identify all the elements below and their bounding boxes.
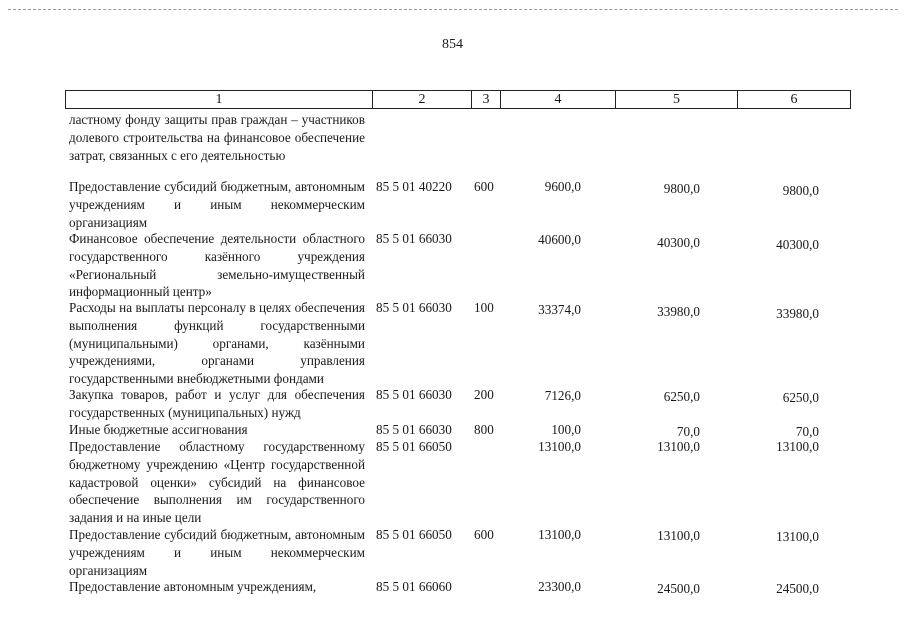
- row-value-col6: 6250,0: [782, 390, 819, 405]
- row-kvr: 600: [474, 179, 494, 194]
- row-code: 85 5 01 66050: [376, 527, 452, 542]
- header-col-4: 4: [501, 91, 616, 108]
- row-value-col5: 40300,0: [657, 235, 700, 250]
- row-value-col5: 9800,0: [663, 181, 700, 196]
- row-value-col5: 24500,0: [657, 581, 700, 596]
- row-code: 85 5 01 66030: [376, 231, 452, 246]
- row-description: Предоставление автономным учреждениям,: [69, 579, 317, 594]
- header-col-1: 1: [66, 91, 373, 108]
- row-value-col4: 9600,0: [544, 179, 581, 194]
- row-description: Предоставление субсидий бюджетным, автономным учреждениям и иным некоммерческим организациям: [69, 179, 365, 230]
- row-code: 85 5 01 66060: [376, 579, 452, 594]
- row-description: Предоставление субсидий бюджетным, автономным учреждениям и иным некоммерческим организациям: [69, 527, 365, 578]
- page-number: 854: [442, 37, 463, 52]
- row-value-col4: 40600,0: [538, 232, 581, 247]
- row-code: 85 5 01 66030: [376, 300, 452, 315]
- row-kvr: 100: [474, 300, 494, 315]
- table-header: [65, 90, 851, 109]
- row-value-col6: 70,0: [795, 424, 819, 439]
- row-value-col4: 7126,0: [544, 388, 581, 403]
- row-description: Иные бюджетные ассигнования: [69, 422, 248, 437]
- row-kvr: 800: [474, 422, 494, 437]
- row-value-col5: 13100,0: [657, 528, 700, 543]
- header-col-5: 5: [616, 91, 738, 108]
- row-value-col6: 9800,0: [782, 183, 819, 198]
- row-description: Расходы на выплаты персоналу в целях обеспечения выполнения функций государственными (муниципальными) органами, казёнными учреждениями, органами управления государственными внебюджетными фондами: [69, 300, 365, 387]
- row-value-col6: 13100,0: [776, 439, 819, 454]
- row-kvr: 600: [474, 527, 494, 542]
- row-code: 85 5 01 66050: [376, 439, 452, 454]
- row-value-col4: 100,0: [551, 422, 581, 437]
- row-value-col5: 70,0: [676, 424, 700, 439]
- row-value-col6: 40300,0: [776, 237, 819, 252]
- row-value-col4: 33374,0: [538, 302, 581, 317]
- row-value-col4: 13100,0: [538, 439, 581, 454]
- row-description: ластному фонду защиты прав граждан – участников долевого строительства на финансовое обеспечение затрат, связанных с его деятельностью: [69, 112, 365, 163]
- row-description: Предоставление областному государственному бюджетному учреждению «Центр государственной кадастровой оценки» субсидий на финансовое обеспечение выполнения им государственного задания и на иные цели: [69, 439, 365, 526]
- row-value-col5: 33980,0: [657, 304, 700, 319]
- row-code: 85 5 01 66030: [376, 387, 452, 402]
- row-code: 85 5 01 66030: [376, 422, 452, 437]
- row-description: Финансовое обеспечение деятельности областного государственного казённого учреждения «Региональный земельно-имущественный информационный центр»: [69, 231, 365, 300]
- row-value-col5: 6250,0: [663, 389, 700, 404]
- header-col-6: 6: [790, 92, 798, 107]
- row-value-col6: 33980,0: [776, 306, 819, 321]
- row-value-col6: 24500,0: [776, 581, 819, 596]
- header-col-3: 3: [472, 91, 501, 108]
- row-kvr: 200: [474, 387, 494, 402]
- row-value-col5: 13100,0: [657, 439, 700, 454]
- row-value-col4: 23300,0: [538, 579, 581, 594]
- row-value-col4: 13100,0: [538, 527, 581, 542]
- top-rule: [8, 9, 898, 10]
- row-description: Закупка товаров, работ и услуг для обеспечения государственных (муниципальных) нужд: [69, 387, 365, 420]
- row-code: 85 5 01 40220: [376, 179, 452, 194]
- header-col-2: 2: [373, 91, 472, 108]
- row-value-col6: 13100,0: [776, 529, 819, 544]
